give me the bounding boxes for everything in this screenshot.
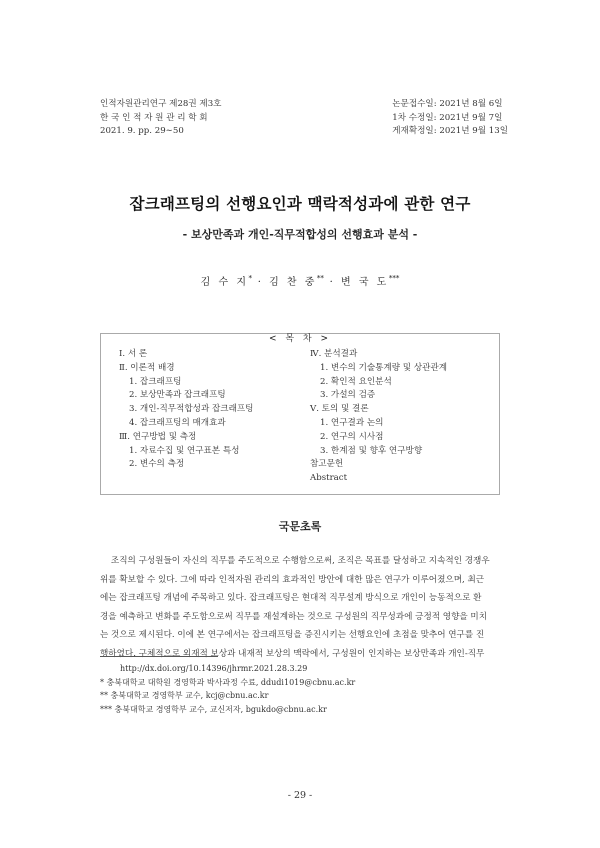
toc-item: Ⅱ. 이론적 배경 xyxy=(119,362,175,373)
abstract-line: 경을 예측하고 변화를 주도함으로써 직무를 재설계하는 것으로 구성원의 직무성과에 긍정적 영향을 미치 xyxy=(100,611,488,622)
footnote-2: ** 충북대학교 경영학부 교수, kcj@cbnu.ac.kr xyxy=(100,691,269,701)
abstract-line: 행하였다. 구체적으로 외재적 보상과 내재적 보상의 맥락에서, 구성원이 인지하는 보상만족과 개인-직무 xyxy=(100,648,485,659)
toc-item: 2. 확인적 요인분석 xyxy=(320,376,392,387)
toc-left-column xyxy=(119,348,254,472)
footnote-divider xyxy=(100,656,218,657)
toc-item: Ⅳ. 분석결과 xyxy=(310,349,358,359)
author-name: 변 국 도 xyxy=(340,277,389,288)
author-line xyxy=(0,273,600,288)
author-separator: · xyxy=(257,277,264,288)
abstract-line: 조직의 구성원들이 자신의 직무를 주도적으로 수행함으로써, 조직은 목표를 달성하고 지속적인 경쟁우 xyxy=(100,556,490,566)
author-name: 김 찬 중 xyxy=(269,277,317,288)
toc-item: 1. 연구결과 논의 xyxy=(320,417,384,428)
toc-item: 1. 변수의 기술통계량 및 상관관계 xyxy=(320,362,448,373)
toc-item: 3. 가설의 검증 xyxy=(320,390,376,401)
abstract-heading: 국문초록 xyxy=(278,520,322,533)
toc-item: 4. 잡크래프팅의 매개효과 xyxy=(129,417,226,428)
issue-info: 2021. 9. pp. 29∼50 xyxy=(100,126,184,136)
journal-header-right xyxy=(392,98,508,139)
abstract-line: 에는 잡크래프팅 개념에 주목하고 있다. 잡크래프팅은 현대적 직무설계 방식으로 개인이 능동적으로 환 xyxy=(100,593,482,604)
doi-link[interactable]: http://dx.doi.org/10.14396/jhrmr.2021.28.3.29 xyxy=(120,664,308,673)
toc-item: 2. 변수의 측정 xyxy=(129,459,185,470)
page-number: - 29 - xyxy=(287,790,313,801)
footnote-1: * 충북대학교 대학원 경영학과 박사과정 수료, ddudi1019@cbnu.ac.kr xyxy=(100,677,356,687)
toc-item: 참고문헌 xyxy=(310,459,344,470)
journal-name: 인적자원관리연구 제28권 제3호 xyxy=(100,99,222,109)
paper-subtitle: - 보상만족과 개인-직무적합성의 선행효과 분석 - xyxy=(182,228,418,241)
abstract-line: 는 것으로 제시된다. 이에 본 연구에서는 잡크래프팅을 증진시키는 선행요인에 초점을 맞추어 연구를 진 xyxy=(100,630,485,641)
abstract-line: 위를 확보할 수 있다. 그에 따라 인적자원 관리의 효과적인 방안에 대한 많은 연구가 이루어졌으며, 최근 xyxy=(100,574,485,585)
toc-item: Ⅰ. 서 론 xyxy=(119,349,148,359)
abstract-body xyxy=(100,552,500,664)
journal-header-left xyxy=(100,98,222,139)
author-separator: · xyxy=(329,277,336,288)
toc-item: 3. 개인-직무적합성과 잡크래프팅 xyxy=(129,404,254,415)
paper-title: 잡크래프팅의 선행요인과 맥락적성과에 관한 연구 xyxy=(129,194,471,213)
author-name: 김 수 지 xyxy=(200,277,249,288)
revised-date: 1차 수정일: 2021년 9월 7일 xyxy=(392,112,503,123)
toc-title-wrap xyxy=(101,326,499,345)
footnote-3: *** 충북대학교 경영학부 교수, 교신저자, bgukdo@cbnu.ac.kr xyxy=(100,704,327,714)
toc-item: Ⅲ. 연구방법 및 측정 xyxy=(119,431,197,442)
toc-item: 1. 잡크래프팅 xyxy=(129,376,182,387)
toc-item: 1. 자료수집 및 연구표본 특성 xyxy=(129,445,240,456)
author-mark: ** xyxy=(316,274,324,283)
footnotes xyxy=(100,662,500,716)
toc-right-column xyxy=(310,348,447,486)
toc-item: 2. 보상만족과 잡크래프팅 xyxy=(129,390,226,401)
table-of-contents xyxy=(100,333,500,495)
society-name: 한 국 인 적 자 원 관 리 학 회 xyxy=(100,112,208,123)
toc-item: 2. 연구의 시사점 xyxy=(320,431,384,442)
toc-item: 3. 한계점 및 향후 연구방향 xyxy=(320,445,423,456)
toc-item: Ⅴ. 토의 및 결론 xyxy=(310,404,369,415)
toc-title: < 목 차 > xyxy=(261,334,339,344)
accepted-date: 게재확정일: 2021년 9월 13일 xyxy=(392,126,508,136)
author-mark: *** xyxy=(388,274,400,283)
received-date: 논문접수일: 2021년 8월 6일 xyxy=(392,99,503,109)
toc-item: Abstract xyxy=(310,473,348,484)
author-mark: * xyxy=(248,274,253,283)
